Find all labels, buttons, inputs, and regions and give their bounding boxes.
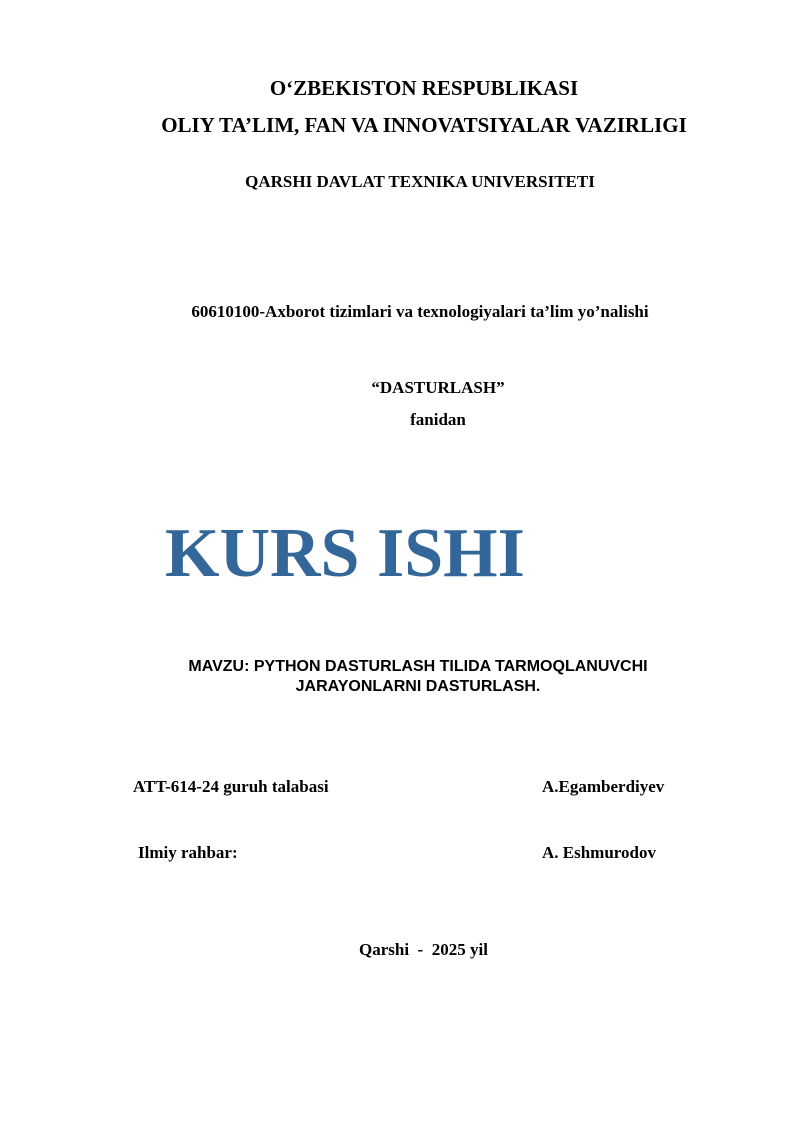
place-year-footer: Qarshi - 2025 yil: [359, 940, 488, 959]
subject-suffix: fanidan: [410, 410, 466, 429]
student-label: ATT-614-24 guruh talabasi: [133, 777, 329, 796]
document-title: KURS ISHI: [165, 515, 525, 592]
ministry-heading: OLIY TA’LIM, FAN VA INNOVATSIYALAR VAZIRLIGI: [161, 113, 687, 137]
supervisor-label: Ilmiy rahbar:: [138, 843, 238, 862]
topic-line-1: MAVZU: PYTHON DASTURLASH TILIDA TARMOQLANUVCHI: [188, 658, 648, 675]
subject-name: “DASTURLASH”: [371, 378, 505, 397]
supervisor-name: A. Eshmurodov: [542, 843, 656, 862]
program-line: 60610100-Axborot tizimlari va texnologiyalari ta’lim yo’nalishi: [191, 302, 649, 321]
topic-block: [118, 657, 718, 697]
university-heading: QARSHI DAVLAT TEXNIKA UNIVERSITETI: [245, 172, 595, 191]
student-name: A.Egamberdiyev: [542, 777, 665, 796]
country-heading: O‘ZBEKISTON RESPUBLIKASI: [269, 76, 579, 100]
topic-line-2: JARAYONLARNI DASTURLASH.: [295, 678, 541, 695]
